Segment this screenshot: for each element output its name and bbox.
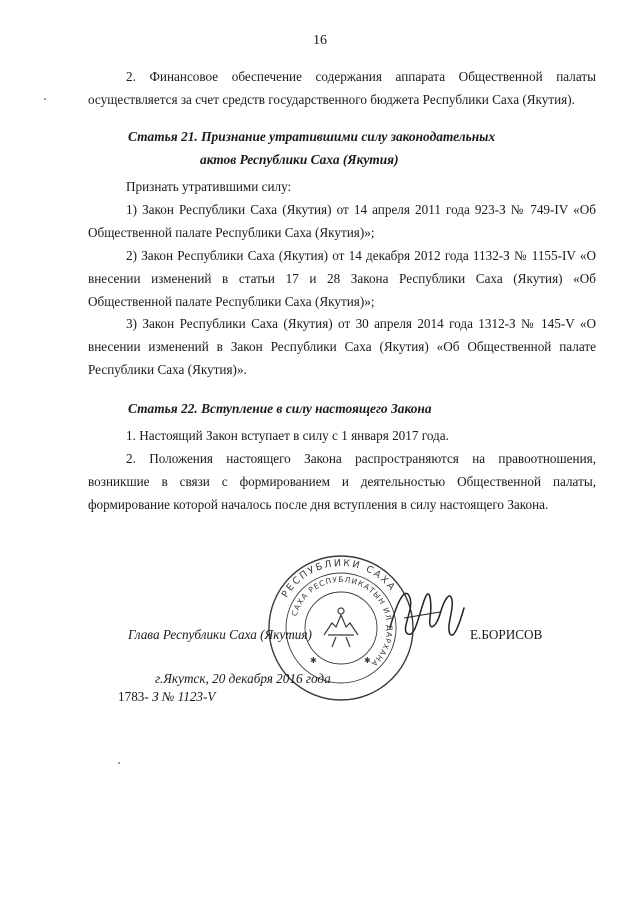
signatory-name: Е.БОРИСОВ — [470, 627, 543, 642]
place-and-date: г.Якутск, 20 декабря 2016 года — [155, 671, 331, 686]
signatory-position: Глава Республики Саха (Якутия) — [128, 627, 312, 642]
article-22-item-2: 2. Положения настоящего Закона распространяются на правоотношения, возникшие в связи с формированием и деятельностью Общественной палаты, формирование которой началось после дня вступления в силу настоящего Закона. — [88, 451, 596, 512]
article-21-item-3: 3) Закон Республики Саха (Якутия) от 30 апреля 2014 года 1312-З № 145-V «О внесении изменений в Закон Республики Саха (Якутия) «Об Общественной палате Республики Саха (Якутия)». — [88, 316, 596, 377]
article-21-title-line2: актов Республики Саха (Якутия) — [200, 152, 399, 167]
stamp-emblem — [324, 608, 358, 647]
article-21-item-2: 2) Закон Республики Саха (Якутия) от 14 декабря 2012 года 1132-З № 1155-IV «О внесении изменений в статьи 17 и 28 Закона Республики Саха (Якутия) «Об Общественной палате Республики Саха (Якутия)»; — [88, 248, 596, 309]
paragraph-finance: 2. Финансовое обеспечение содержания аппарата Общественной палаты осуществляется за счет средств государственного бюджета Республики Саха (Якутия). — [88, 69, 596, 107]
handwritten-signature — [380, 578, 470, 648]
scan-dot-2 — [118, 762, 120, 764]
registration-prefix: 1783- — [118, 689, 149, 704]
article-21-intro: Признать утратившими силу: — [126, 179, 292, 194]
article-21-item-1: 1) Закон Республики Саха (Якутия) от 14 апреля 2011 года 923-З № 749-IV «Об Общественной палате Республики Саха (Якутия)»; — [88, 202, 596, 240]
scan-dot-1 — [44, 98, 46, 100]
article-21-title-line1: Статья 21. Признание утратившими силу законодательных — [128, 129, 496, 144]
page-number: 16 — [313, 33, 327, 48]
registration-number — [118, 689, 215, 705]
article-22-item-1: 1. Настоящий Закон вступает в силу с 1 января 2017 года. — [126, 428, 449, 443]
stamp-star-left-icon: ✱ — [310, 656, 317, 665]
registration-number-value: З № 1123-V — [152, 689, 216, 704]
stamp-star-right-icon: ✱ — [364, 656, 371, 665]
stamp-inner-text: САХА РЕСПУБЛИКАТЫН ИЛ ДАРХАНА — [289, 574, 395, 669]
article-22-title: Статья 22. Вступление в силу настоящего Закона — [128, 401, 432, 416]
stamp-outer-text: РЕСПУБЛИКИ САХА — [279, 557, 398, 600]
